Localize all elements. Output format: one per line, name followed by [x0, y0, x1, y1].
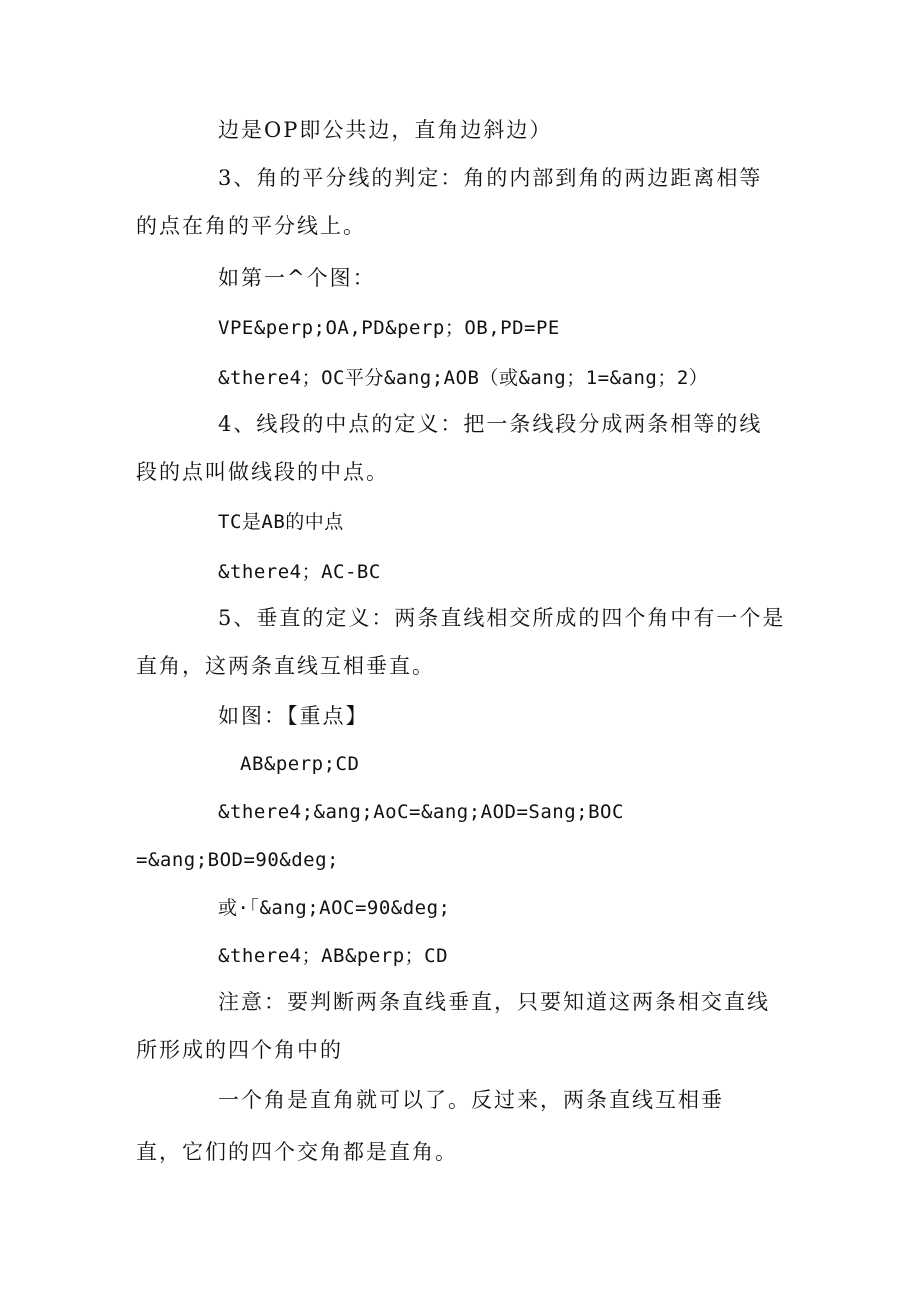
text-line: 4、线段的中点的定义：把一条线段分成两条相等的线 [218, 412, 763, 436]
text-line: 一个角是直角就可以了。反过来，两条直线互相垂 [218, 1088, 724, 1112]
text-line: 段的点叫做线段的中点。 [136, 460, 389, 484]
text-line: 直，它们的四个交角都是直角。 [136, 1140, 458, 1164]
text-line: =&ang;BOD=90&deg; [136, 849, 339, 871]
text-line: TC是AB的中点 [218, 511, 344, 533]
text-line: &there4；AC-BC [218, 561, 381, 583]
text-line: &there4；OC平分&ang;AOB（或&ang；1=&ang；2） [218, 367, 709, 389]
text-line: 如第一^个图： [218, 266, 376, 290]
text-line: &there4;&ang;AoC=&ang;AOD=Sang;BOC [218, 801, 624, 823]
text-line: VPE&perp;OA,PD&perp；OB,PD=PE [218, 317, 560, 339]
text-line: &there4；AB&perp；CD [218, 945, 449, 967]
text-line: 直角，这两条直线互相垂直。 [136, 654, 435, 678]
text-line: 如图：【重点】 [218, 704, 369, 728]
text-line: 边是OP即公共边，直角边斜边） [218, 118, 553, 142]
text-line: AB&perp;CD [240, 753, 360, 775]
text-line: 或·「&ang;AOC=90&deg; [218, 897, 451, 919]
text-line: 所形成的四个角中的 [136, 1038, 343, 1062]
text-line: 的点在角的平分线上。 [136, 214, 366, 238]
text-line: 注意：要判断两条直线垂直，只要知道这两条相交直线 [218, 990, 770, 1014]
text-line: 5、垂直的定义：两条直线相交所成的四个角中有一个是 [218, 606, 786, 630]
text-line: 3、角的平分线的判定：角的内部到角的两边距离相等 [218, 166, 763, 190]
